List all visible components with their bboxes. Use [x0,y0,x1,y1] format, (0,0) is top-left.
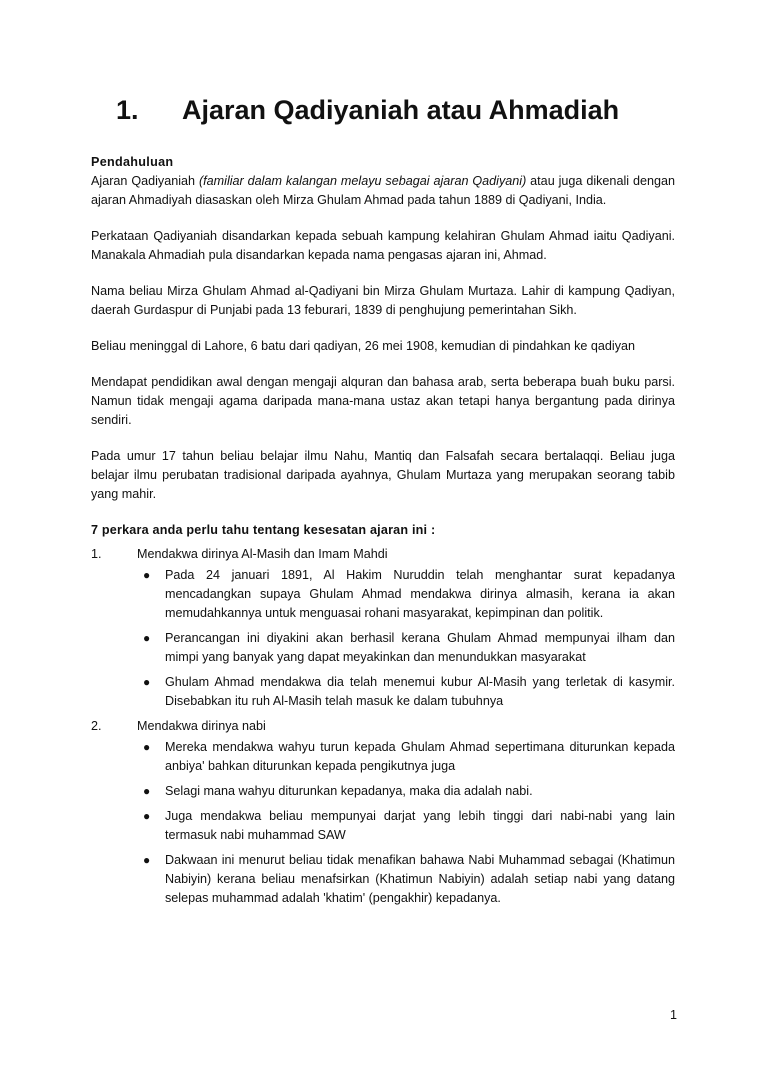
paragraph-studies: Pada umur 17 tahun beliau belajar ilmu Nahu, Mantiq dan Falsafah secara bertalaqqi. Beliau juga belajar ilmu perubatan tradisional daripada ayahnya, Ghulam Murtaza yang merupakan seorang tabib yang mahir. [91,449,675,501]
section-heading: 7 perkara anda perlu tahu tentang kesesatan ajaran ini : [91,523,436,537]
bullet-item [143,738,675,776]
bullet-text: Dakwaan ini menurut beliau tidak menafikan bahawa Nabi Muhammad sebagai (Khatimun Nabiyin) kerana beliau menafsirkan (Khatimun Nabiyin) adalah setiap nabi yang datang selepas muhammad adalah 'khatim' (pengakhir) kepadanya. [165,853,675,905]
item-text: Mendakwa dirinya Al-Masih dan Imam Mahdi [137,547,388,561]
paragraph-education: Mendapat pendidikan awal dengan mengaji alquran dan bahasa arab, serta beberapa buah buku parsi. Namun tidak mengaji agama daripada mana-mana ustaz akan tetapi hanya bergantung pada dirinya sendiri. [91,375,675,427]
numbered-item [91,545,675,564]
bullet-text: Selagi mana wahyu diturunkan kepadanya, maka dia adalah nabi. [165,784,533,798]
bullet-item [143,782,675,801]
paragraph-name-origin: Perkataan Qadiyaniah disandarkan kepada sebuah kampung kelahiran Ghulam Ahmad iaitu Qadiyani. Manakala Ahmadiah pula disandarkan kepada nama pengasas ajaran ini, Ahmad. [91,229,675,262]
paragraph-intro-end: atau juga dikenali dengan ajaran Ahmadiyah diasaskan oleh Mirza Ghulam Ahmad pada tahun 1889 di Qadiyani, India. [91,174,675,207]
bullet-text: Juga mendakwa beliau mempunyai darjat yang lebih tinggi dari nabi-nabi yang lain termasuk nabi muhammad SAW [165,809,675,842]
paragraph-intro [91,172,675,210]
title-number: 1. [116,95,139,125]
paragraph-intro-start: Ajaran Qadiyaniah [91,174,199,188]
paragraph-death: Beliau meninggal di Lahore, 6 batu dari qadiyan, 26 mei 1908, kemudian di pindahkan ke qadiyan [91,339,636,353]
item-text: Mendakwa dirinya nabi [137,719,266,733]
document-title [116,93,716,127]
bullet-icon: ● [143,631,151,645]
bullet-text: Mereka mendakwa wahyu turun kepada Ghulam Ahmad sepertimana diturunkan kepada anbiya' bahkan diturunkan kepada pengikutnya juga [165,740,675,773]
intro-heading: Pendahuluan [91,155,174,169]
bullet-item [143,629,675,667]
bullet-list [91,738,675,908]
bullet-item [143,566,675,623]
bullet-list [91,566,675,711]
bullet-text: Pada 24 januari 1891, Al Hakim Nuruddin telah menghantar surat kepadanya mencadangkan supaya Ghulam Ahmad mendakwa dirinya almasih, kerana ia akan memudahkannya untuk menguasai rohani masyarakat, kepimpinan dan politik. [165,568,675,620]
item-number: 2. [91,719,102,733]
numbered-item [91,717,675,736]
bullet-icon: ● [143,740,151,754]
bullet-icon: ● [143,675,151,689]
bullet-text: Ghulam Ahmad mendakwa dia telah menemui kubur Al-Masih yang terletak di kasymir. Disebabkan itu ruh Al-Masih telah masuk ke dalam tubuhnya [165,675,675,708]
bullet-item [143,851,675,908]
paragraph-intro-italic: (familiar dalam kalangan melayu sebagai ajaran Qadiyani) [198,174,527,188]
paragraph-birth: Nama beliau Mirza Ghulam Ahmad al-Qadiyani bin Mirza Ghulam Murtaza. Lahir di kampung Qadiyan, daerah Gurdaspur di Punjabi pada 13 feburari, 1839 di penghujung pemerintahan Sikh. [91,284,675,317]
bullet-text: Perancangan ini diyakini akan berhasil kerana Ghulam Ahmad mempunyai ilham dan mimpi yang banyak yang dapat meyakinkan dan menundukkan masyarakat [165,631,675,664]
bullet-icon: ● [143,568,151,582]
bullet-icon: ● [143,853,151,867]
bullet-item [143,673,675,711]
bullet-icon: ● [143,784,151,798]
page-number: 1 [670,1008,678,1022]
bullet-item [143,807,675,845]
document-body [91,153,675,914]
title-text: Ajaran Qadiyaniah atau Ahmadiah [182,95,620,125]
bullet-icon: ● [143,809,151,823]
item-number: 1. [91,547,102,561]
